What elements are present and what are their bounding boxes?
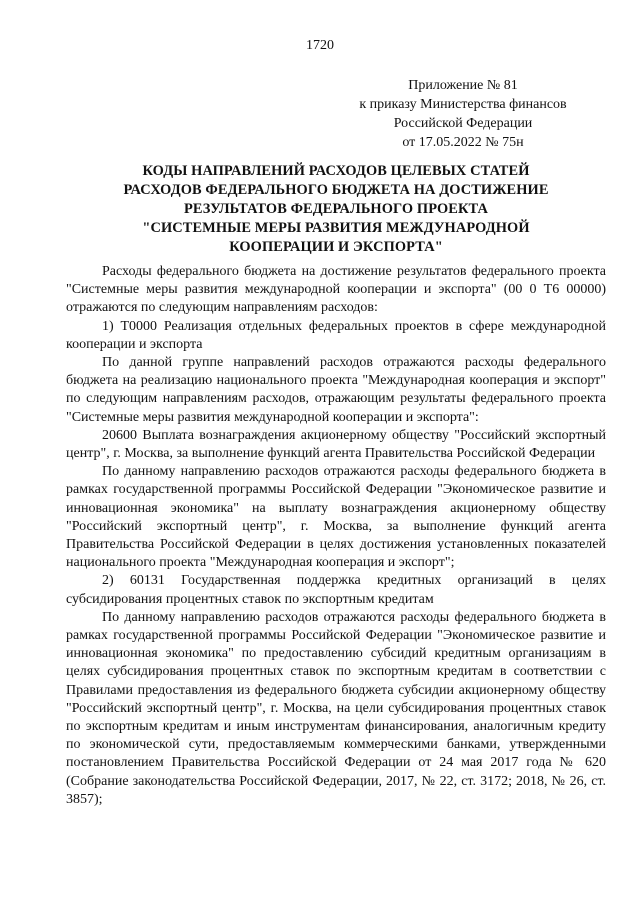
title-line: КОДЫ НАПРАВЛЕНИЙ РАСХОДОВ ЦЕЛЕВЫХ СТАТЕЙ (142, 163, 530, 179)
body-paragraph: По данному направлению расходов отражаются расходы федерального бюджета в рамках государственной программы Российской Федерации "Экономическое развитие и инновационная экономика" на выплату вознаграждения акционерному обществу "Российский экспортный центр", г. Москва, за выполнение функций агента Правительства Российской Федерации в целях достижения установленных показателей национального проекта "Международная кооперация и экспорт"; (66, 464, 606, 571)
appendix-line: от 17.05.2022 № 75н (402, 135, 524, 150)
body-paragraph: 2) 60131 Государственная поддержка кредитных организаций в целях субсидирования процентных ставок по экспортным кредитам (66, 573, 606, 607)
page-number: 1720 (306, 38, 334, 53)
title-line: КООПЕРАЦИИ И ЭКСПОРТА" (229, 239, 443, 255)
appendix-notice (328, 76, 598, 152)
body-paragraph: По данной группе направлений расходов отражаются расходы федерального бюджета на реализацию национального проекта "Международная кооперация и экспорт" по следующим направлениям расходов, отражающим результаты федерального проекта "Системные меры развития международной кооперации и экспорта": (66, 355, 606, 425)
title-line: РЕЗУЛЬТАТОВ ФЕДЕРАЛЬНОГО ПРОЕКТА (183, 201, 489, 217)
body-paragraph: 20600 Выплата вознаграждения акционерному обществу "Российский экспортный центр", г. Москва, за выполнение функций агента Правительства Российской Федерации (66, 427, 606, 462)
body-paragraph: Расходы федерального бюджета на достижение результатов федерального проекта "Системные меры развития международной кооперации и экспорта" (00 0 Т6 00000) отражаются по следующим направлениям расходов: (66, 264, 606, 316)
document-body (66, 263, 606, 809)
appendix-line: Приложение № 81 (408, 78, 518, 93)
body-paragraph: По данному направлению расходов отражаются расходы федерального бюджета в рамках государственной программы Российской Федерации "Экономическое развитие и инновационная экономика" по предоставлению субсидий кредитным организациям в целях субсидирования процентных ставок по экспортным кредитам в соответствии с Правилами предоставления из федерального бюджета субсидии акционерному обществу "Российский экспортный центр", г. Москва, на цели субсидирования процентных ставок по экспортным кредитам и иным инструментам финансирования, аналогичным кредиту по экономической сути, предоставляемым коммерческими банками, утвержденными постановлением Правительства Российской Федерации от 24 мая 2017 года № 620 (Собрание законодательства Российской Федерации, 2017, № 22, ст. 3172; 2018, № 26, ст. 3857); (66, 609, 606, 807)
title-line: "СИСТЕМНЫЕ МЕРЫ РАЗВИТИЯ МЕЖДУНАРОДНОЙ (142, 220, 530, 236)
appendix-line: к приказу Министерства финансов (359, 97, 567, 112)
body-paragraph: 1) Т0000 Реализация отдельных федеральных проектов в сфере международной кооперации и экспорта (66, 318, 606, 352)
document-title (66, 162, 606, 257)
appendix-line: Российской Федерации (393, 116, 533, 131)
title-line: РАСХОДОВ ФЕДЕРАЛЬНОГО БЮДЖЕТА НА ДОСТИЖЕНИЕ (123, 182, 549, 198)
